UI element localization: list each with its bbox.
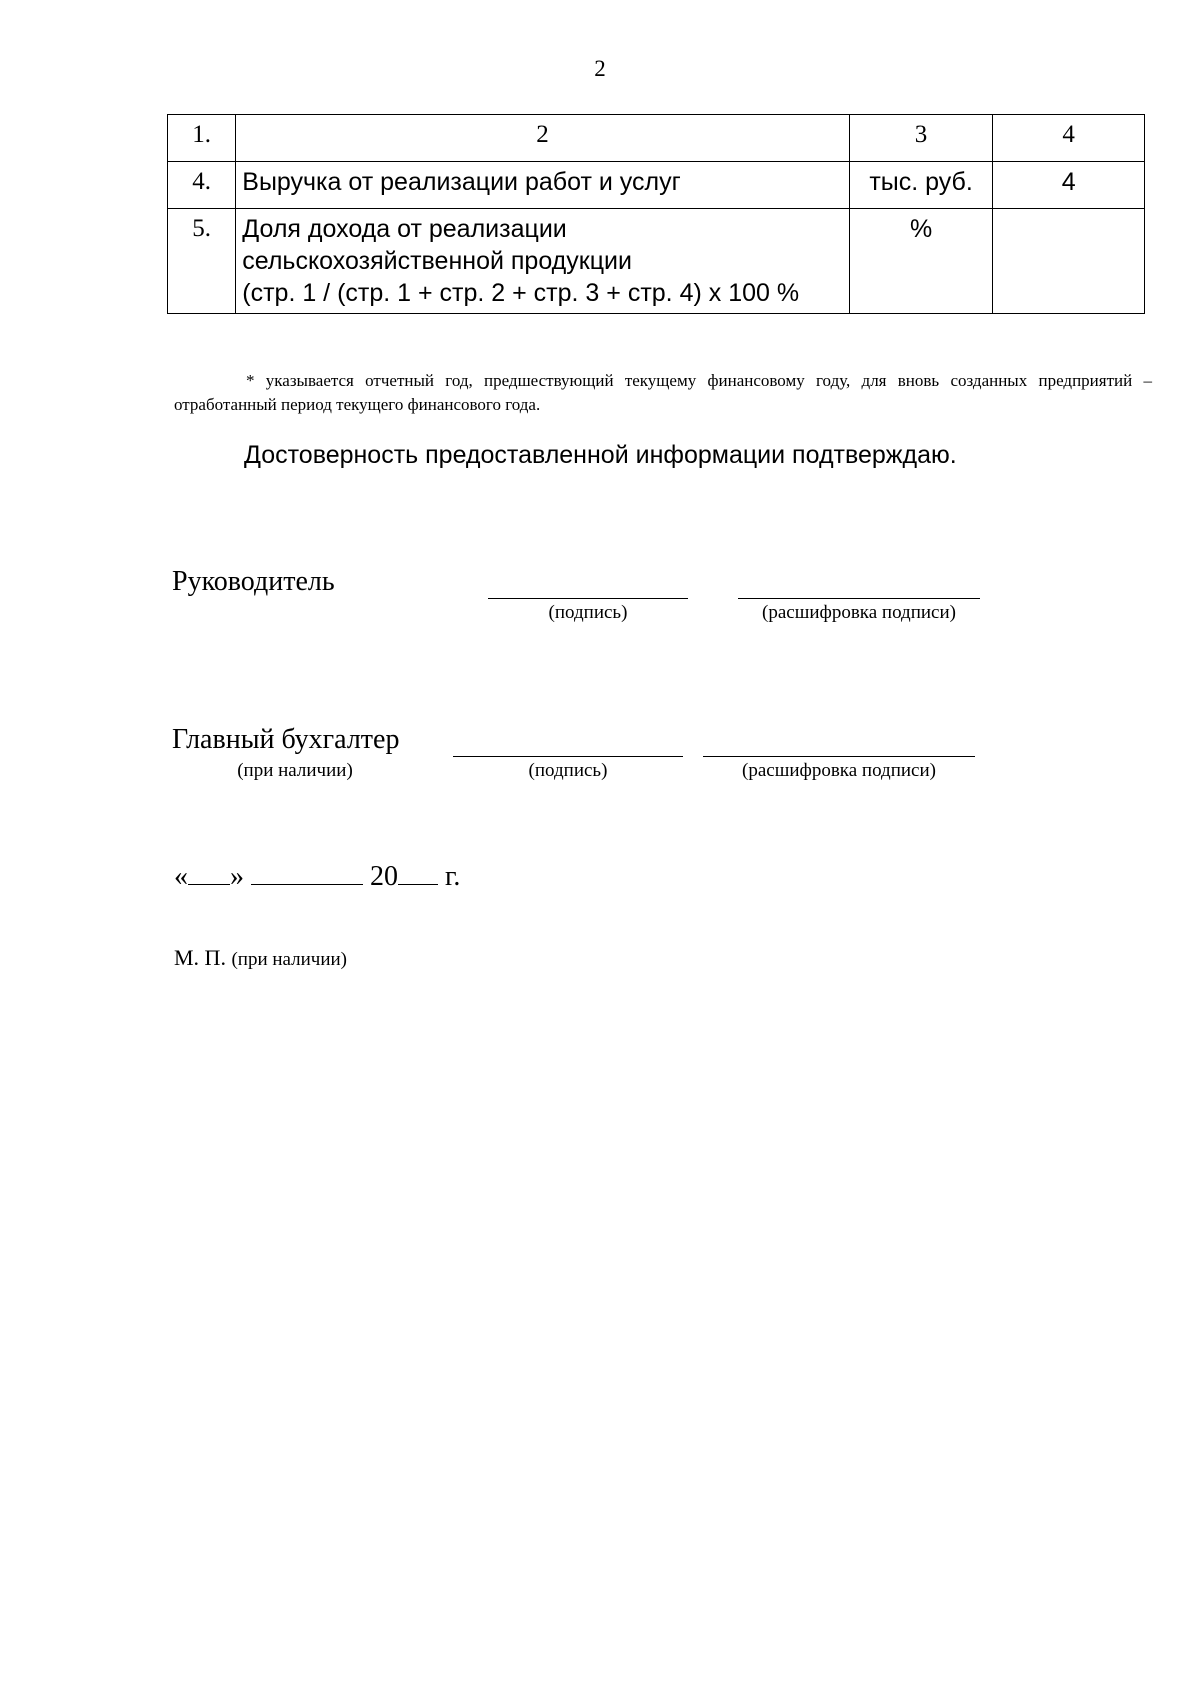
header-cell-4: 4 bbox=[993, 115, 1145, 162]
year-prefix: 20 bbox=[370, 861, 398, 892]
accountant-signature-line[interactable] bbox=[453, 756, 683, 757]
table-row bbox=[168, 209, 1145, 314]
year-suffix: г. bbox=[445, 861, 461, 892]
row-number: 5. bbox=[168, 209, 236, 314]
head-title: Руководитель bbox=[172, 566, 335, 597]
confirmation-statement: Достоверность предоставленной информации подтверждаю. bbox=[244, 441, 957, 469]
accountant-sign-caption: (подпись) bbox=[528, 760, 608, 781]
header-cell-2: 2 bbox=[236, 115, 850, 162]
row-value: 4 bbox=[993, 162, 1145, 209]
page-number: 2 bbox=[594, 56, 606, 81]
row-unit: тыс. руб. bbox=[849, 162, 993, 209]
day-blank[interactable] bbox=[188, 860, 230, 885]
stamp-label: М. П. bbox=[174, 945, 226, 970]
head-decode-caption: (расшифровка подписи) bbox=[762, 602, 956, 623]
accountant-title: Главный бухгалтер bbox=[172, 724, 400, 755]
footnote: * указывается отчетный год, предшествующий текущему финансовому году, для вновь созданных предприятий – отработанный период текущего финансового года. bbox=[174, 371, 1152, 414]
date-open-quote: « bbox=[174, 861, 188, 892]
data-table bbox=[167, 114, 1145, 314]
month-blank[interactable] bbox=[251, 860, 363, 885]
row-number: 4. bbox=[168, 162, 236, 209]
row-name-line: Доля дохода от реализации bbox=[242, 215, 567, 243]
row-name bbox=[236, 209, 850, 314]
year-blank[interactable] bbox=[398, 860, 438, 885]
accountant-decode-line[interactable] bbox=[703, 756, 975, 757]
head-signature-line[interactable] bbox=[488, 598, 688, 599]
header-cell-3: 3 bbox=[849, 115, 993, 162]
accountant-subtitle: (при наличии) bbox=[237, 760, 353, 781]
row-name bbox=[236, 162, 850, 209]
accountant-decode-caption: (расшифровка подписи) bbox=[742, 760, 936, 781]
row-name-line: (стр. 1 / (стр. 1 + стр. 2 + стр. 3 + стр. 4) х 100 % bbox=[242, 279, 800, 307]
head-decode-line[interactable] bbox=[738, 598, 980, 599]
row-name-line: сельскохозяйственной продукции bbox=[242, 247, 632, 275]
date-line bbox=[174, 860, 460, 893]
row-name-line: Выручка от реализации работ и услуг bbox=[242, 168, 681, 196]
table-header-row bbox=[168, 115, 1145, 162]
row-value bbox=[993, 209, 1145, 314]
table-row bbox=[168, 162, 1145, 209]
header-cell-1: 1. bbox=[168, 115, 236, 162]
stamp-note bbox=[174, 945, 347, 971]
date-close-quote: » bbox=[230, 861, 244, 892]
row-unit: % bbox=[849, 209, 993, 314]
stamp-qualifier: (при наличии) bbox=[231, 949, 348, 970]
head-sign-caption: (подпись) bbox=[548, 602, 628, 623]
